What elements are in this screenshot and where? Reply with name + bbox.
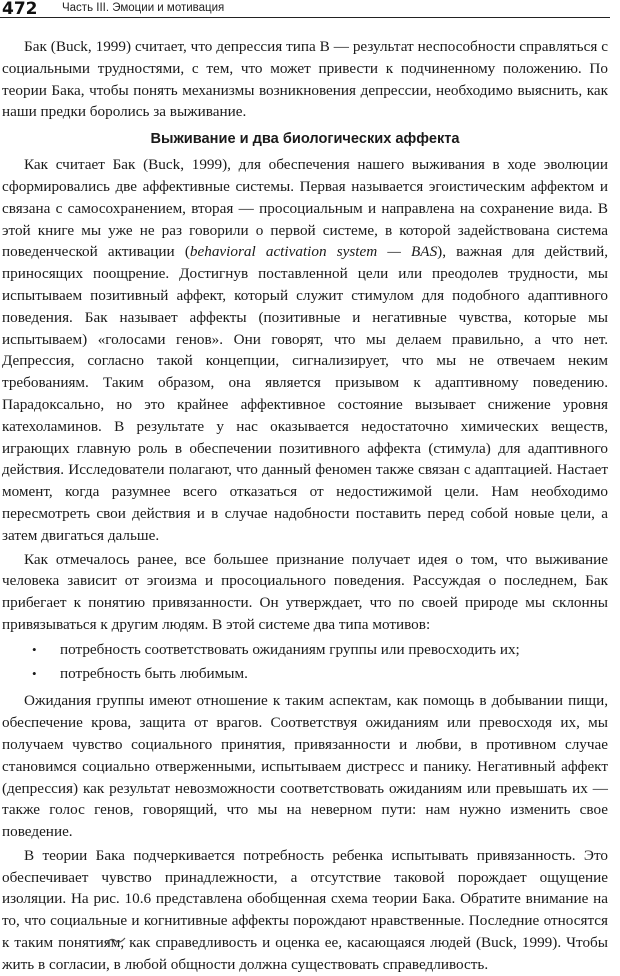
paragraph-1-text-b: ), важная для действий, приносящих поощрение. Достигнув поставленной цели или преодолев трудности, мы испытываем позитивный аффект, который служит стимулом для подобного адаптивного поведения. Бак называет аффекты (позитивные и негативные чувства, которые мы испытываем) «голосами генов». Они говорят, что мы делаем правильно, а что нет. Депрессия, согласно такой концепции, сигнализирует, что мы не отвечаем неким требованиям. Таким образом, она является призывом к адаптивному поведению. Парадоксально, но это крайнее аффективное состояние вызывает снижение уровня катехоламинов. В результате у нас оказывается недостаточно химических веществ, играющих главную роль в обеспечении позитивного аффекта (стимула) для адаптивного действия. Исследователи полагают, что данный феномен также связан с адаптацией. Настает момент, когда разумнее всего отказаться от недостижимой цели. Нам необходимо пересмотреть свои действия и в случае надобности поставить перед собой новые цели, а затем двигаться дальше. <box>2 243 609 544</box>
list-item-text: потребность быть любимым. <box>60 664 248 682</box>
scan-mark-icon <box>105 935 127 945</box>
paragraph-1-text-a: Как считает Бак (Buck, 1999), для обеспечения нашего выживания в ходе эволюции сформировались две аффективные системы. Первая называется эгоистическим аффектом и связана с самосохранением, вторая — просоциальным и направлена на сохранение вида. В этой книге мы уже не раз говорили о первой системе, в которой задействована система поведенческой активации ( <box>2 156 608 261</box>
section-heading: Выживание и два биологических аффекта <box>150 131 460 148</box>
paragraph-1-italic-term: behavioral activation system — BAS <box>189 243 438 261</box>
running-head: Часть III. Эмоции и мотивация <box>62 2 225 14</box>
motive-list <box>2 639 608 685</box>
list-item-text: потребность соответствовать ожиданиям группы или превосходить их; <box>60 640 520 658</box>
page-body <box>2 36 608 976</box>
intro-paragraph: Бак (Buck, 1999) считает, что депрессия типа В — результат неспособности справляться с социальными трудностями, с тем, что может привести к подчиненному положению. По теории Бака, чтобы понять механизмы возникновения депрессии, необходимо выяснить, как наши предки боролись за выживание. <box>2 38 608 121</box>
section-paragraph-4: В теории Бака подчеркивается потребность ребенка испытывать привязанность. Это обеспечивает чувство принадлежности, а отсутствие таковой порождает ощущение изоляции. На рис. 10.6 представлена обобщенная схема теории Бака. Обратите внимание на то, что социальные и когнитивные аффекты порождают нравственные. Последние относятся к таким понятиям, как справедливость и оценка ее, касающаяся людей (Buck, 1999). Чтобы жить в согласии, в любой общности должна существовать справедливость. <box>2 846 608 973</box>
list-item <box>2 663 608 685</box>
section-paragraph-1 <box>2 154 608 546</box>
list-item <box>2 639 608 661</box>
section-paragraph-2: Как отмечалось ранее, все большее признание получает идея о том, что выживание человека зависит от эгоизма и просоциального поведения. Рассуждая о последнем, Бак прибегает к понятию привязанности. Он утверждает, что по своей природе мы склонны привязываться к другим людям. В этой системе два типа мотивов: <box>2 550 608 633</box>
bullet-icon: • <box>32 641 37 657</box>
page-number: 472 <box>2 0 38 19</box>
header-rule <box>0 17 610 18</box>
bullet-icon: • <box>32 665 37 681</box>
page-header <box>0 0 620 22</box>
section-paragraph-3: Ожидания группы имеют отношение к таким аспектам, как помощь в добывании пищи, обеспечение крова, защита от врагов. Соответствуя ожиданиям или превосходя их, мы получаем чувство социального принятия, привязанности и любви, в противном случае становимся социально отверженными, испытываем дистресс и панику. Негативный аффект (депрессия) как результат невозможности соответствовать ожиданиям или превышать их — также голос генов, говорящий, что мы на неверном пути: нам нужно изменить свое поведение. <box>2 692 608 841</box>
